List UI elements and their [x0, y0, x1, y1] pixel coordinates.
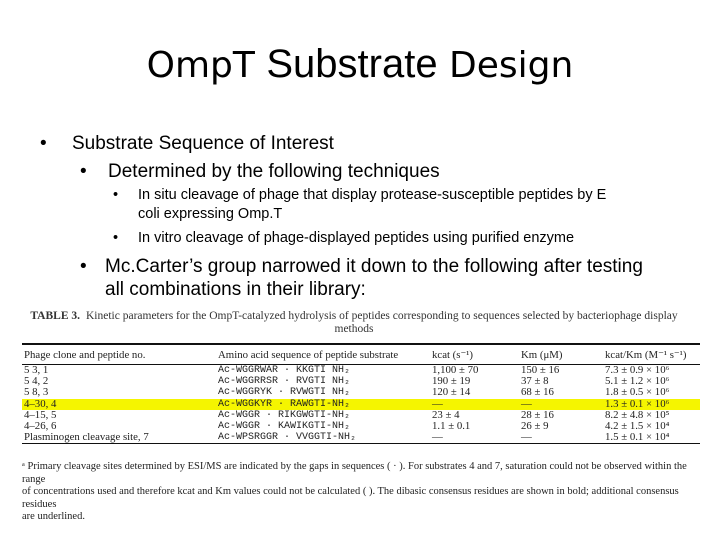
cell-km: 26 ± 9 [521, 420, 549, 433]
kinetics-table [22, 343, 700, 444]
table-row [22, 410, 700, 421]
bullet-mccarter-line1: Mc.Carter’s group narrowed it down to the following after testing [105, 256, 643, 277]
bullet-in-vitro: In vitro cleavage of phage-displayed peptides using purified enzyme [138, 230, 575, 246]
table-row [22, 376, 700, 387]
title-part-design: Design [437, 45, 574, 86]
table-caption-text: Kinetic parameters for the OmpT-catalyzed hydrolysis of peptides corresponding to sequences selected by bacteriophage display methods [86, 310, 678, 335]
cell-clone: 4–26, 6 [24, 420, 57, 433]
cell-kcat-km: 8.2 ± 4.8 × 10⁵ [605, 408, 670, 421]
table-row [22, 432, 700, 444]
col-header-phage: Phage clone and peptide no. [22, 344, 216, 365]
cell-clone: 4–15, 5 [24, 408, 57, 421]
bullet-marker: • [80, 161, 87, 182]
cell-km: 150 ± 16 [521, 364, 560, 377]
table-caption-label: TABLE 3. [30, 310, 80, 322]
title-part-omp: OmpT [146, 45, 267, 86]
cell-kcat-km: 7.3 ± 0.9 × 10⁶ [605, 364, 670, 377]
cell-sequence: Ac-WPSRGGR · VVGGTI-NH₂ [216, 432, 430, 444]
table-caption [24, 310, 684, 336]
footnote-line-2: of concentrations used and therefore kcat and Km values could not be calculated ( ). The dibasic consensus residues are shown in bold; additional consensus residues [22, 486, 679, 510]
cell-sequence: Ac-WGGKYR · RAWGTI-NH₂ [216, 399, 430, 410]
table-footnote [22, 461, 702, 524]
bullet-determined-by: Determined by the following techniques [108, 161, 440, 182]
bullet-substrate-sequence: Substrate Sequence of Interest [72, 133, 334, 154]
cell-km: 68 ± 16 [521, 386, 554, 399]
bullet-mccarter-line2: all combinations in their library: [105, 279, 366, 300]
table-row-highlighted [22, 399, 700, 410]
cell-clone: 5 8, 3 [24, 386, 49, 399]
footnote-line-3: are underlined. [22, 511, 85, 522]
table-header-row [22, 344, 700, 365]
col-header-sequence: Amino acid sequence of peptide substrate [216, 344, 430, 365]
cell-clone: Plasminogen cleavage site, 7 [22, 432, 216, 444]
bullet-in-situ-line2: coli expressing Omp.T [138, 206, 283, 222]
footnote-line-1: ᵃ Primary cleavage sites determined by ESI/MS are indicated by the gaps in sequences ( · ). For substrates 4 and 7, saturation could not be observed within the range [22, 461, 687, 485]
cell-kcat-km: 1.5 ± 0.1 × 10⁴ [603, 432, 700, 444]
cell-km: 28 ± 16 [521, 408, 554, 421]
cell-kcat-km: 4.2 ± 1.5 × 10⁴ [605, 420, 670, 433]
col-header-km: Km (μM) [519, 344, 603, 365]
cell-sequence: Ac-WGGR · RIKGWGTI-NH₂ [218, 409, 351, 421]
cell-clone: 5 3, 1 [24, 364, 49, 377]
table-row [22, 365, 700, 377]
cell-kcat: 1.1 ± 0.1 [432, 420, 471, 433]
bullet-marker: • [113, 187, 119, 203]
cell-km: — [519, 432, 603, 444]
cell-clone: 4–30, 4 [22, 399, 216, 410]
cell-kcat-km: 1.3 ± 0.1 × 10⁶ [603, 399, 700, 410]
cell-sequence: Ac-WGGRYK · RVWGTI NH₂ [218, 387, 351, 399]
cell-kcat: 120 ± 14 [432, 386, 471, 399]
cell-kcat: — [430, 399, 519, 410]
bullet-in-situ-line1: In situ cleavage of phage that display protease-susceptible peptides by E [138, 187, 607, 203]
cell-sequence: Ac-WGGR · KAWIKGTI-NH₂ [218, 421, 351, 433]
cell-sequence: Ac-WGGRWAR · KKGTI NH₂ [218, 365, 351, 377]
cell-kcat: 1,100 ± 70 [432, 364, 479, 377]
cell-kcat: — [430, 432, 519, 444]
cell-kcat-km: 5.1 ± 1.2 × 10⁶ [605, 375, 670, 388]
cell-kcat: 23 ± 4 [432, 408, 460, 421]
col-header-kcat-km: kcat/Km (M⁻¹ s⁻¹) [603, 344, 700, 365]
cell-kcat-km: 1.8 ± 0.5 × 10⁶ [605, 386, 670, 399]
cell-sequence: Ac-WGGRRSR · RVGTI NH₂ [218, 376, 351, 388]
col-header-kcat: kcat (s⁻¹) [430, 344, 519, 365]
bullet-marker: • [80, 256, 87, 277]
slide-title [0, 42, 720, 87]
cell-kcat: 190 ± 19 [432, 375, 471, 388]
bullet-marker: • [40, 133, 47, 154]
cell-km: 37 ± 8 [521, 375, 549, 388]
cell-clone: 5 4, 2 [24, 375, 49, 388]
title-part-substrate: Substrate [266, 42, 438, 86]
table-row [22, 387, 700, 398]
cell-km: — [519, 399, 603, 410]
bullet-marker: • [113, 230, 119, 246]
